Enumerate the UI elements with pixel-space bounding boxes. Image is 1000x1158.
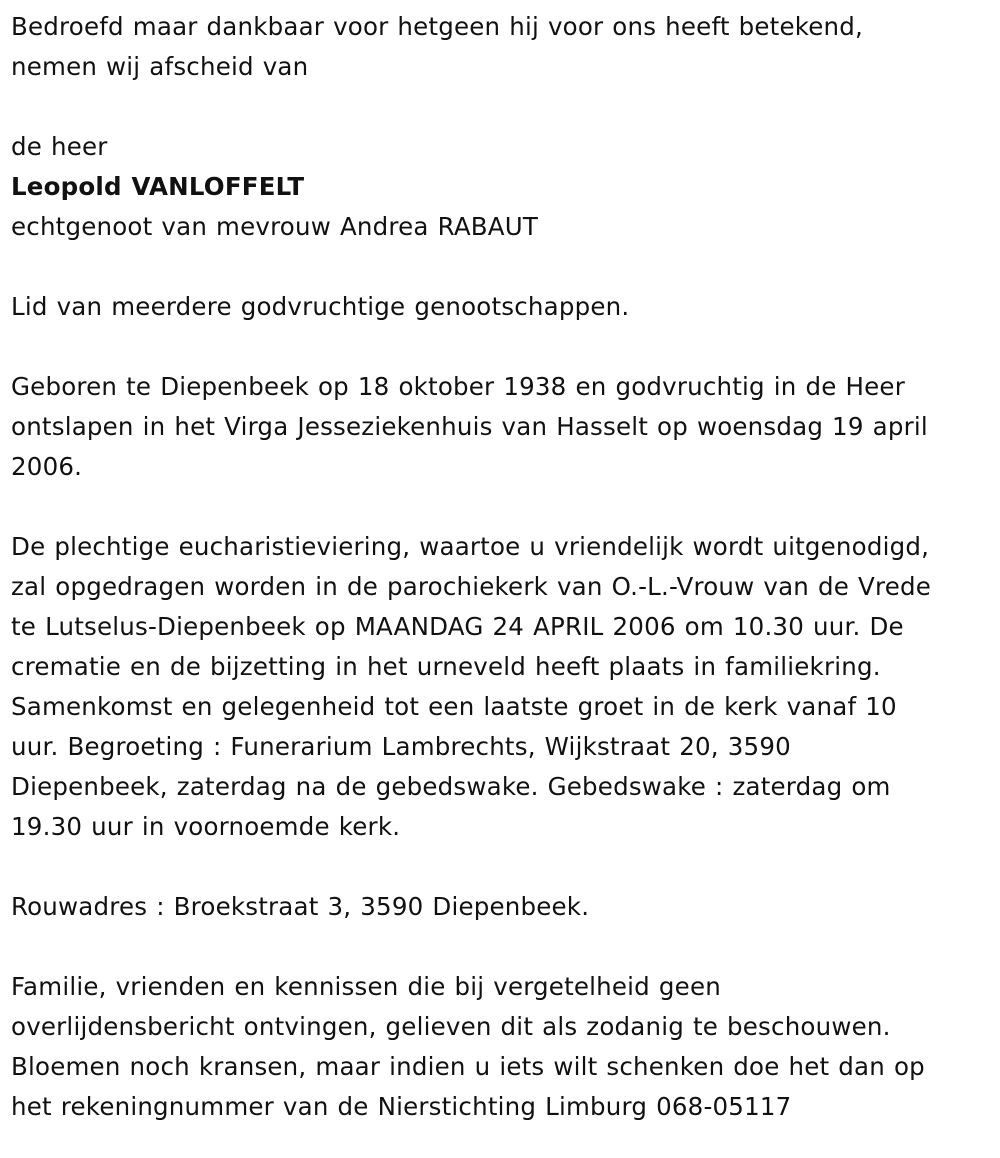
ceremony-line-8: 19.30 uur in voornoemde kerk. <box>11 812 401 841</box>
ceremony-line-3: te Lutselus-Diepenbeek op MAANDAG 24 APRIL 2006 om 10.30 uur. De <box>11 612 904 641</box>
ceremony-line-6: uur. Begroeting : Funerarium Lambrechts, Wijkstraat 20, 3590 <box>11 732 791 761</box>
closing-line-1: Familie, vrienden en kennissen die bij vergetelheid geen <box>11 972 721 1001</box>
ceremony-line-2: zal opgedragen worden in de parochiekerk van O.-L.-Vrouw van de Vrede <box>11 572 932 601</box>
closing-line-3: Bloemen noch kransen, maar indien u iets wilt schenken doe het dan op <box>11 1052 925 1081</box>
closing-line-4: het rekeningnummer van de Nierstichting Limburg 068-05117 <box>11 1092 792 1121</box>
spacer <box>11 327 991 367</box>
obituary-notice <box>11 7 991 1127</box>
spacer <box>11 847 991 887</box>
membership-paragraph: Lid van meerdere godvruchtige genootschappen. <box>11 292 630 321</box>
spacer <box>11 927 991 967</box>
intro-line-2: nemen wij afscheid van <box>11 52 309 81</box>
spouse-line: echtgenoot van mevrouw Andrea RABAUT <box>11 212 539 241</box>
birth-death-paragraph <box>11 367 991 487</box>
mourning-address: Rouwadres : Broekstraat 3, 3590 Diepenbeek. <box>11 892 590 921</box>
ceremony-line-1: De plechtige eucharistieviering, waartoe u vriendelijk wordt uitgenodigd, <box>11 532 930 561</box>
spacer <box>11 487 991 527</box>
birth-death-line-2: ontslapen in het Virga Jesseziekenhuis van Hasselt op woensdag 19 april <box>11 412 928 441</box>
deceased-name: Leopold VANLOFFELT <box>11 172 305 201</box>
salutation: de heer <box>11 132 108 161</box>
birth-death-line-1: Geboren te Diepenbeek op 18 oktober 1938 en godvruchtig in de Heer <box>11 372 905 401</box>
intro-paragraph <box>11 7 991 87</box>
intro-line-1: Bedroefd maar dankbaar voor hetgeen hij voor ons heeft betekend, <box>11 12 863 41</box>
birth-death-line-3: 2006. <box>11 452 83 481</box>
ceremony-line-7: Diepenbeek, zaterdag na de gebedswake. Gebedswake : zaterdag om <box>11 772 891 801</box>
closing-line-2: overlijdensbericht ontvingen, gelieven dit als zodanig te beschouwen. <box>11 1012 891 1041</box>
closing-paragraph <box>11 967 991 1127</box>
ceremony-line-4: crematie en de bijzetting in het urneveld heeft plaats in familiekring. <box>11 652 881 681</box>
spacer <box>11 247 991 287</box>
ceremony-paragraph <box>11 527 991 847</box>
ceremony-line-5: Samenkomst en gelegenheid tot een laatste groet in de kerk vanaf 10 <box>11 692 897 721</box>
spacer <box>11 87 991 127</box>
